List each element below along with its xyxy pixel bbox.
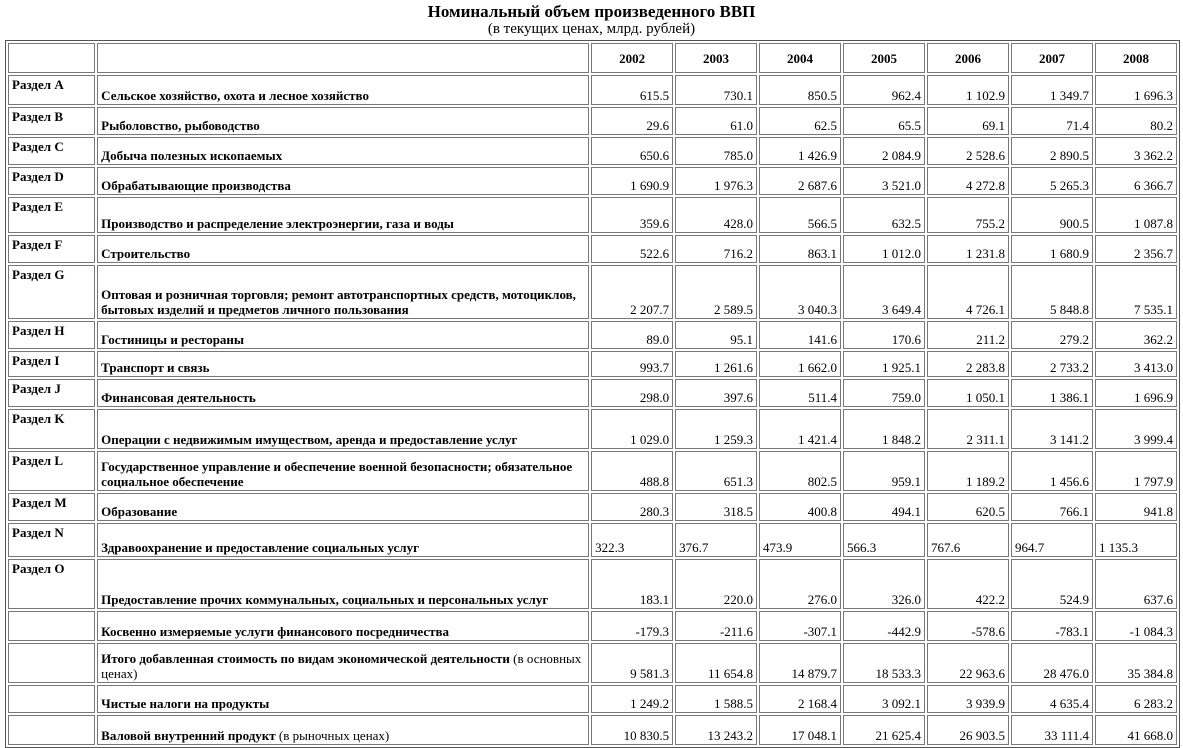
value-cell-2002: 10 830.5: [591, 715, 673, 745]
table-row: [8, 715, 1177, 745]
value-cell-2003: 95.1: [675, 321, 757, 349]
row-name: [97, 75, 589, 105]
value-cell-2004: 400.8: [759, 493, 841, 521]
row-name-text: Чистые налоги на продукты: [101, 696, 270, 711]
value-cell-2004: -307.1: [759, 611, 841, 641]
header-year-2005: 2005: [843, 43, 925, 73]
row-name-text: Гостиницы и рестораны: [101, 332, 245, 347]
value-cell-2006: 1 050.1: [927, 379, 1009, 407]
value-cell-2007: 1 680.9: [1011, 235, 1093, 263]
row-name: [97, 611, 589, 641]
value-cell-2007: 279.2: [1011, 321, 1093, 349]
value-cell-2007: 1 349.7: [1011, 75, 1093, 105]
value-cell-2004: 3 040.3: [759, 265, 841, 319]
value-cell-2008: 2 356.7: [1095, 235, 1177, 263]
row-code: [8, 611, 95, 641]
table-row: [8, 235, 1177, 263]
value-cell-2004: 1 421.4: [759, 409, 841, 449]
table-row: [8, 137, 1177, 165]
row-code: Раздел H: [8, 321, 95, 349]
table-row: [8, 379, 1177, 407]
value-cell-2003: 1 259.3: [675, 409, 757, 449]
value-cell-2005: 962.4: [843, 75, 925, 105]
value-cell-2006: -578.6: [927, 611, 1009, 641]
row-code: Раздел F: [8, 235, 95, 263]
table-row: [8, 321, 1177, 349]
value-cell-2008: 1 087.8: [1095, 197, 1177, 233]
value-cell-2007: 766.1: [1011, 493, 1093, 521]
row-code: [8, 643, 95, 683]
row-name: [97, 451, 589, 491]
value-cell-2005: 170.6: [843, 321, 925, 349]
row-name: [97, 379, 589, 407]
value-cell-2006: 755.2: [927, 197, 1009, 233]
header-code-cell: [8, 43, 95, 73]
value-cell-2002: 89.0: [591, 321, 673, 349]
row-code: Раздел J: [8, 379, 95, 407]
value-cell-2007: 3 141.2: [1011, 409, 1093, 449]
value-cell-2007: 1 386.1: [1011, 379, 1093, 407]
value-cell-2007: 2 890.5: [1011, 137, 1093, 165]
row-name-text: Операции с недвижимым имуществом, аренда и предоставление услуг: [101, 432, 518, 447]
row-code: Раздел A: [8, 75, 95, 105]
row-name-text: Итого добавленная стоимость по видам экономической деятельности: [101, 651, 510, 666]
value-cell-2006: 4 272.8: [927, 167, 1009, 195]
header-year-2006: 2006: [927, 43, 1009, 73]
value-cell-2005: 3 521.0: [843, 167, 925, 195]
table-row: [8, 685, 1177, 713]
value-cell-2003: 220.0: [675, 559, 757, 609]
value-cell-2003: 397.6: [675, 379, 757, 407]
row-name-text: Строительство: [101, 246, 191, 261]
value-cell-2005: 1 848.2: [843, 409, 925, 449]
row-code: Раздел O: [8, 559, 95, 609]
row-name-text: Сельское хозяйство, охота и лесное хозяйство: [101, 88, 369, 103]
row-name: [97, 167, 589, 195]
row-code: Раздел K: [8, 409, 95, 449]
value-cell-2007: 33 111.4: [1011, 715, 1093, 745]
value-cell-2003: 716.2: [675, 235, 757, 263]
row-name: [97, 107, 589, 135]
row-name: [97, 409, 589, 449]
value-cell-2006: 620.5: [927, 493, 1009, 521]
value-cell-2007: 1 456.6: [1011, 451, 1093, 491]
value-cell-2004: 863.1: [759, 235, 841, 263]
value-cell-2002: 183.1: [591, 559, 673, 609]
value-cell-2005: 759.0: [843, 379, 925, 407]
table-header-row: [8, 43, 1177, 73]
value-cell-2003: 785.0: [675, 137, 757, 165]
value-cell-2008: 3 413.0: [1095, 351, 1177, 377]
value-cell-2002: 1 690.9: [591, 167, 673, 195]
value-cell-2003: 13 243.2: [675, 715, 757, 745]
header-year-2008: 2008: [1095, 43, 1177, 73]
row-name: [97, 321, 589, 349]
row-name-text: Рыболовство, рыбоводство: [101, 118, 260, 133]
value-cell-2006: 1 102.9: [927, 75, 1009, 105]
row-name: [97, 235, 589, 263]
row-code: Раздел G: [8, 265, 95, 319]
row-name-text: Добыча полезных ископаемых: [101, 148, 283, 163]
value-cell-2002: 1 029.0: [591, 409, 673, 449]
page-title: Номинальный объем произведенного ВВП: [427, 2, 756, 21]
value-cell-2007: 5 848.8: [1011, 265, 1093, 319]
value-cell-2006: 22 963.6: [927, 643, 1009, 683]
value-cell-2007: -783.1: [1011, 611, 1093, 641]
value-cell-2004: 141.6: [759, 321, 841, 349]
value-cell-2005: 18 533.3: [843, 643, 925, 683]
value-cell-2003: 1 976.3: [675, 167, 757, 195]
value-cell-2008: 41 668.0: [1095, 715, 1177, 745]
value-cell-2006: 2 311.1: [927, 409, 1009, 449]
value-cell-2004: 802.5: [759, 451, 841, 491]
value-cell-2002: 2 207.7: [591, 265, 673, 319]
value-cell-2006: 26 903.5: [927, 715, 1009, 745]
value-cell-2006: 69.1: [927, 107, 1009, 135]
value-cell-2004: 62.5: [759, 107, 841, 135]
row-name: [97, 559, 589, 609]
table-row: [8, 107, 1177, 135]
value-cell-2007: 28 476.0: [1011, 643, 1093, 683]
value-cell-2004: 566.5: [759, 197, 841, 233]
page-subtitle: (в текущих ценах, млрд. рублей): [487, 21, 696, 37]
value-cell-2004: 14 879.7: [759, 643, 841, 683]
value-cell-2008: 6 283.2: [1095, 685, 1177, 713]
value-cell-2005: 1 925.1: [843, 351, 925, 377]
value-cell-2008: 35 384.8: [1095, 643, 1177, 683]
header-name-cell: [97, 43, 589, 73]
table-row: [8, 451, 1177, 491]
row-code: [8, 685, 95, 713]
value-cell-2007: 964.7: [1011, 523, 1093, 557]
value-cell-2005: -442.9: [843, 611, 925, 641]
value-cell-2004: 2 168.4: [759, 685, 841, 713]
value-cell-2007: 524.9: [1011, 559, 1093, 609]
value-cell-2007: 71.4: [1011, 107, 1093, 135]
value-cell-2008: 362.2: [1095, 321, 1177, 349]
table-row: [8, 75, 1177, 105]
table-row: [8, 351, 1177, 377]
value-cell-2006: 211.2: [927, 321, 1009, 349]
row-name: [97, 493, 589, 521]
value-cell-2002: 298.0: [591, 379, 673, 407]
row-code: Раздел C: [8, 137, 95, 165]
row-name-text: Оптовая и розничная торговля; ремонт автотранспортных средств, мотоциклов, бытовых изделий и предметов личного пользования: [101, 287, 576, 317]
row-name: [97, 523, 589, 557]
row-name: [97, 265, 589, 319]
value-cell-2005: 65.5: [843, 107, 925, 135]
value-cell-2006: 767.6: [927, 523, 1009, 557]
row-name-text: Финансовая деятельность: [101, 390, 256, 405]
value-cell-2008: 80.2: [1095, 107, 1177, 135]
value-cell-2006: 1 231.8: [927, 235, 1009, 263]
row-name-text: Транспорт и связь: [101, 360, 210, 375]
value-cell-2006: 2 283.8: [927, 351, 1009, 377]
value-cell-2003: 376.7: [675, 523, 757, 557]
value-cell-2008: 1 696.3: [1095, 75, 1177, 105]
row-name-text: Образование: [101, 504, 178, 519]
row-name-note: (в рыночных ценах): [278, 728, 390, 743]
value-cell-2007: 4 635.4: [1011, 685, 1093, 713]
value-cell-2008: 1 696.9: [1095, 379, 1177, 407]
row-code: Раздел I: [8, 351, 95, 377]
value-cell-2002: -179.3: [591, 611, 673, 641]
value-cell-2005: 3 092.1: [843, 685, 925, 713]
value-cell-2005: 632.5: [843, 197, 925, 233]
value-cell-2008: -1 084.3: [1095, 611, 1177, 641]
value-cell-2005: 1 012.0: [843, 235, 925, 263]
value-cell-2003: 1 261.6: [675, 351, 757, 377]
row-code: Раздел M: [8, 493, 95, 521]
value-cell-2007: 5 265.3: [1011, 167, 1093, 195]
value-cell-2006: 1 189.2: [927, 451, 1009, 491]
value-cell-2006: 3 939.9: [927, 685, 1009, 713]
value-cell-2005: 566.3: [843, 523, 925, 557]
table-row: [8, 643, 1177, 683]
table-row: [8, 611, 1177, 641]
value-cell-2005: 21 625.4: [843, 715, 925, 745]
value-cell-2004: 276.0: [759, 559, 841, 609]
row-name-text: Производство и распределение электроэнергии, газа и воды: [101, 216, 454, 231]
table-row: [8, 265, 1177, 319]
value-cell-2008: 1 797.9: [1095, 451, 1177, 491]
value-cell-2004: 511.4: [759, 379, 841, 407]
row-name-text: Предоставление прочих коммунальных, социальных и персональных услуг: [101, 592, 549, 607]
value-cell-2004: 17 048.1: [759, 715, 841, 745]
row-name-note: (в основных ценах): [101, 651, 582, 681]
value-cell-2004: 2 687.6: [759, 167, 841, 195]
row-code: [8, 715, 95, 745]
value-cell-2003: -211.6: [675, 611, 757, 641]
table-row: [8, 559, 1177, 609]
value-cell-2006: 4 726.1: [927, 265, 1009, 319]
value-cell-2004: 1 662.0: [759, 351, 841, 377]
table-row: [8, 493, 1177, 521]
table-row: [8, 523, 1177, 557]
row-code: Раздел E: [8, 197, 95, 233]
row-name: [97, 643, 589, 683]
row-code: Раздел L: [8, 451, 95, 491]
row-name-text: Косвенно измеряемые услуги финансового посредничества: [101, 624, 450, 639]
value-cell-2003: 428.0: [675, 197, 757, 233]
value-cell-2002: 488.8: [591, 451, 673, 491]
value-cell-2002: 280.3: [591, 493, 673, 521]
header-year-2004: 2004: [759, 43, 841, 73]
value-cell-2007: 900.5: [1011, 197, 1093, 233]
value-cell-2006: 422.2: [927, 559, 1009, 609]
value-cell-2005: 326.0: [843, 559, 925, 609]
value-cell-2002: 522.6: [591, 235, 673, 263]
value-cell-2004: 473.9: [759, 523, 841, 557]
row-name: [97, 351, 589, 377]
value-cell-2002: 993.7: [591, 351, 673, 377]
table-row: [8, 167, 1177, 195]
header-year-2007: 2007: [1011, 43, 1093, 73]
value-cell-2003: 11 654.8: [675, 643, 757, 683]
value-cell-2008: 941.8: [1095, 493, 1177, 521]
header-year-2003: 2003: [675, 43, 757, 73]
row-code: Раздел D: [8, 167, 95, 195]
value-cell-2008: 3 362.2: [1095, 137, 1177, 165]
row-name: [97, 685, 589, 713]
value-cell-2005: 494.1: [843, 493, 925, 521]
value-cell-2007: 2 733.2: [1011, 351, 1093, 377]
value-cell-2005: 3 649.4: [843, 265, 925, 319]
value-cell-2008: 6 366.7: [1095, 167, 1177, 195]
value-cell-2003: 730.1: [675, 75, 757, 105]
value-cell-2002: 650.6: [591, 137, 673, 165]
row-name-text: Государственное управление и обеспечение военной безопасности; обязательное социальное обеспечение: [101, 459, 573, 489]
value-cell-2002: 322.3: [591, 523, 673, 557]
value-cell-2006: 2 528.6: [927, 137, 1009, 165]
value-cell-2004: 850.5: [759, 75, 841, 105]
row-name: [97, 197, 589, 233]
header-year-2002: 2002: [591, 43, 673, 73]
value-cell-2003: 2 589.5: [675, 265, 757, 319]
row-code: Раздел N: [8, 523, 95, 557]
row-name-text: Обрабатывающие производства: [101, 178, 291, 193]
value-cell-2008: 637.6: [1095, 559, 1177, 609]
value-cell-2005: 2 084.9: [843, 137, 925, 165]
value-cell-2002: 359.6: [591, 197, 673, 233]
row-name: [97, 715, 589, 745]
value-cell-2003: 318.5: [675, 493, 757, 521]
table-body: [8, 75, 1177, 745]
table-row: [8, 197, 1177, 233]
row-name-text: Здравоохранение и предоставление социальных услуг: [101, 540, 419, 555]
value-cell-2003: 651.3: [675, 451, 757, 491]
table-row: [8, 409, 1177, 449]
gdp-table: [5, 40, 1180, 748]
value-cell-2004: 1 426.9: [759, 137, 841, 165]
value-cell-2002: 9 581.3: [591, 643, 673, 683]
value-cell-2008: 3 999.4: [1095, 409, 1177, 449]
row-name-text: Валовой внутренний продукт: [101, 728, 276, 743]
value-cell-2008: 1 135.3: [1095, 523, 1177, 557]
value-cell-2008: 7 535.1: [1095, 265, 1177, 319]
value-cell-2003: 61.0: [675, 107, 757, 135]
value-cell-2002: 29.6: [591, 107, 673, 135]
value-cell-2002: 615.5: [591, 75, 673, 105]
value-cell-2002: 1 249.2: [591, 685, 673, 713]
row-name: [97, 137, 589, 165]
row-code: Раздел B: [8, 107, 95, 135]
value-cell-2003: 1 588.5: [675, 685, 757, 713]
value-cell-2005: 959.1: [843, 451, 925, 491]
